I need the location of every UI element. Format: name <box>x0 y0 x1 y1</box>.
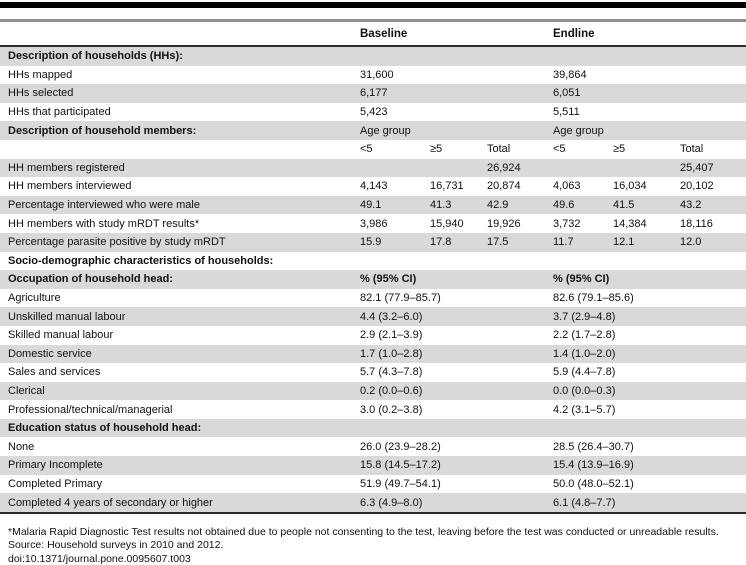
cell: % (95% CI) <box>553 273 610 286</box>
cell: % (95% CI) <box>360 273 417 286</box>
table-row <box>0 307 746 326</box>
cell: 2.9 (2.1–3.9) <box>360 329 423 342</box>
table-row <box>0 456 746 475</box>
section-row <box>0 47 746 66</box>
baseline-column-header: Baseline <box>360 27 408 40</box>
cell: 4,143 <box>360 180 388 193</box>
cell: 4,063 <box>553 180 581 193</box>
cell: 3,986 <box>360 217 388 230</box>
cell: 17.8 <box>430 236 452 249</box>
footnote-doi: doi:10.1371/journal.pone.0095607.t003 <box>8 552 191 565</box>
cell: 18,116 <box>680 217 713 230</box>
section-row <box>0 419 746 438</box>
table-row <box>0 363 746 382</box>
row-label: Professional/technical/managerial <box>8 403 173 416</box>
table-row <box>0 159 746 178</box>
row-label: Completed Primary <box>8 477 103 490</box>
cell: 20,874 <box>487 180 521 193</box>
row-label: Sales and services <box>8 366 101 379</box>
cell: 16,731 <box>430 180 464 193</box>
cell: 5,423 <box>360 106 388 119</box>
cell: 3.7 (2.9–4.8) <box>553 310 616 323</box>
cell: 20,102 <box>680 180 714 193</box>
row-label: Description of households (HHs): <box>8 50 183 63</box>
row-label: Primary Incomplete <box>8 459 103 472</box>
cell: 5.7 (4.3–7.8) <box>360 366 423 379</box>
cell: 25,407 <box>680 161 714 174</box>
row-label: HH members interviewed <box>8 180 132 193</box>
cell: 4.2 (3.1–5.7) <box>553 403 616 416</box>
cell: 51.9 (49.7–54.1) <box>360 477 441 490</box>
table-row <box>0 345 746 364</box>
table-top-border <box>0 2 746 8</box>
cell: 1.7 (1.0–2.8) <box>360 347 423 360</box>
row-label: None <box>8 440 35 453</box>
row-label: Occupation of household head: <box>8 273 173 286</box>
table-row <box>0 475 746 494</box>
cell: 6.3 (4.9–8.0) <box>360 496 423 509</box>
cell: 82.1 (77.9–85.7) <box>360 292 441 305</box>
row-label: Agriculture <box>8 292 61 305</box>
cell: 15.9 <box>360 236 382 249</box>
cell: Age group <box>360 124 411 137</box>
cell: <5 <box>553 143 566 156</box>
cell: 43.2 <box>680 199 702 212</box>
cell: 5.9 (4.4–7.8) <box>553 366 616 379</box>
table-row <box>0 177 746 196</box>
cell: 15.4 (13.9–16.9) <box>553 459 634 472</box>
row-label: Percentage interviewed who were male <box>8 199 200 212</box>
cell: Age group <box>553 124 604 137</box>
row-label: Description of household members: <box>8 124 197 137</box>
cell: 49.6 <box>553 199 575 212</box>
row-label: Domestic service <box>8 347 92 360</box>
cell: 17.5 <box>487 236 509 249</box>
table-row <box>0 493 746 512</box>
table-row <box>0 66 746 85</box>
cell: 41.5 <box>613 199 635 212</box>
cell: ≥5 <box>430 143 443 156</box>
section-row <box>0 270 746 289</box>
table-row <box>0 84 746 103</box>
cell: 39,864 <box>553 68 587 81</box>
cell: Total <box>680 143 704 156</box>
row-label: Education status of household head: <box>8 422 202 435</box>
footnote-asterisk: *Malaria Rapid Diagnostic Test results not obtained due to people not consenting to the test, leaving before the test was conducted or unreadable results. <box>8 525 719 538</box>
column-header-row <box>0 22 746 45</box>
cell: 14,384 <box>613 217 647 230</box>
table-row <box>0 233 746 252</box>
row-label: HHs selected <box>8 87 74 100</box>
cell: 15.8 (14.5–17.2) <box>360 459 441 472</box>
cell: 3,732 <box>553 217 581 230</box>
endline-column-header: Endline <box>553 27 595 40</box>
cell: 42.9 <box>487 199 509 212</box>
cell: 15,940 <box>430 217 464 230</box>
cell: 2.2 (1.7–2.8) <box>553 329 616 342</box>
cell: 41.3 <box>430 199 452 212</box>
row-label: HH members registered <box>8 161 125 174</box>
table-bottom-rule <box>0 512 746 514</box>
cell: 82.6 (79.1–85.6) <box>553 292 634 305</box>
cell: 4.4 (3.2–6.0) <box>360 310 423 323</box>
row-label: HH members with study mRDT results* <box>8 217 200 230</box>
row-label: Completed 4 years of secondary or higher <box>8 496 213 509</box>
table-row <box>0 437 746 456</box>
footnotes <box>0 526 746 565</box>
footnote-source: Source: Household surveys in 2010 and 2012. <box>8 539 224 552</box>
cell: 0.2 (0.0–0.6) <box>360 384 423 397</box>
cell: 3.0 (0.2–3.8) <box>360 403 423 416</box>
table-row <box>0 326 746 345</box>
table-body <box>0 47 746 512</box>
table-row <box>0 196 746 215</box>
cell: 5,511 <box>553 106 580 119</box>
row-label: Clerical <box>8 384 45 397</box>
cell: 50.0 (48.0–52.1) <box>553 477 634 490</box>
row-label: Percentage parasite positive by study mRDT <box>8 236 226 249</box>
cell: 12.1 <box>613 236 635 249</box>
table-row <box>0 214 746 233</box>
cell: 19,926 <box>487 217 521 230</box>
row-label: Unskilled manual labour <box>8 310 126 323</box>
section-row <box>0 252 746 271</box>
cell: 6.1 (4.8–7.7) <box>553 496 616 509</box>
subheader-row <box>0 140 746 159</box>
row-label: Skilled manual labour <box>8 329 114 342</box>
cell: Total <box>487 143 511 156</box>
cell: 6,177 <box>360 87 388 100</box>
cell: 28.5 (26.4–30.7) <box>553 440 634 453</box>
cell: 49.1 <box>360 199 382 212</box>
cell: <5 <box>360 143 373 156</box>
cell: ≥5 <box>613 143 626 156</box>
row-label: Socio-demographic characteristics of households: <box>8 254 274 267</box>
table-row <box>0 382 746 401</box>
row-label: HHs mapped <box>8 68 73 81</box>
cell: 31,600 <box>360 68 394 81</box>
cell: 16,034 <box>613 180 647 193</box>
cell: 26,924 <box>487 161 521 174</box>
cell: 11.7 <box>553 236 574 249</box>
table-row <box>0 289 746 308</box>
row-label: HHs that participated <box>8 106 111 119</box>
section-row <box>0 121 746 140</box>
cell: 6,051 <box>553 87 581 100</box>
table-row <box>0 103 746 122</box>
cell: 12.0 <box>680 236 702 249</box>
cell: 26.0 (23.9–28.2) <box>360 440 441 453</box>
table-row <box>0 400 746 419</box>
cell: 1.4 (1.0–2.0) <box>553 347 616 360</box>
cell: 0.0 (0.0–0.3) <box>553 384 616 397</box>
